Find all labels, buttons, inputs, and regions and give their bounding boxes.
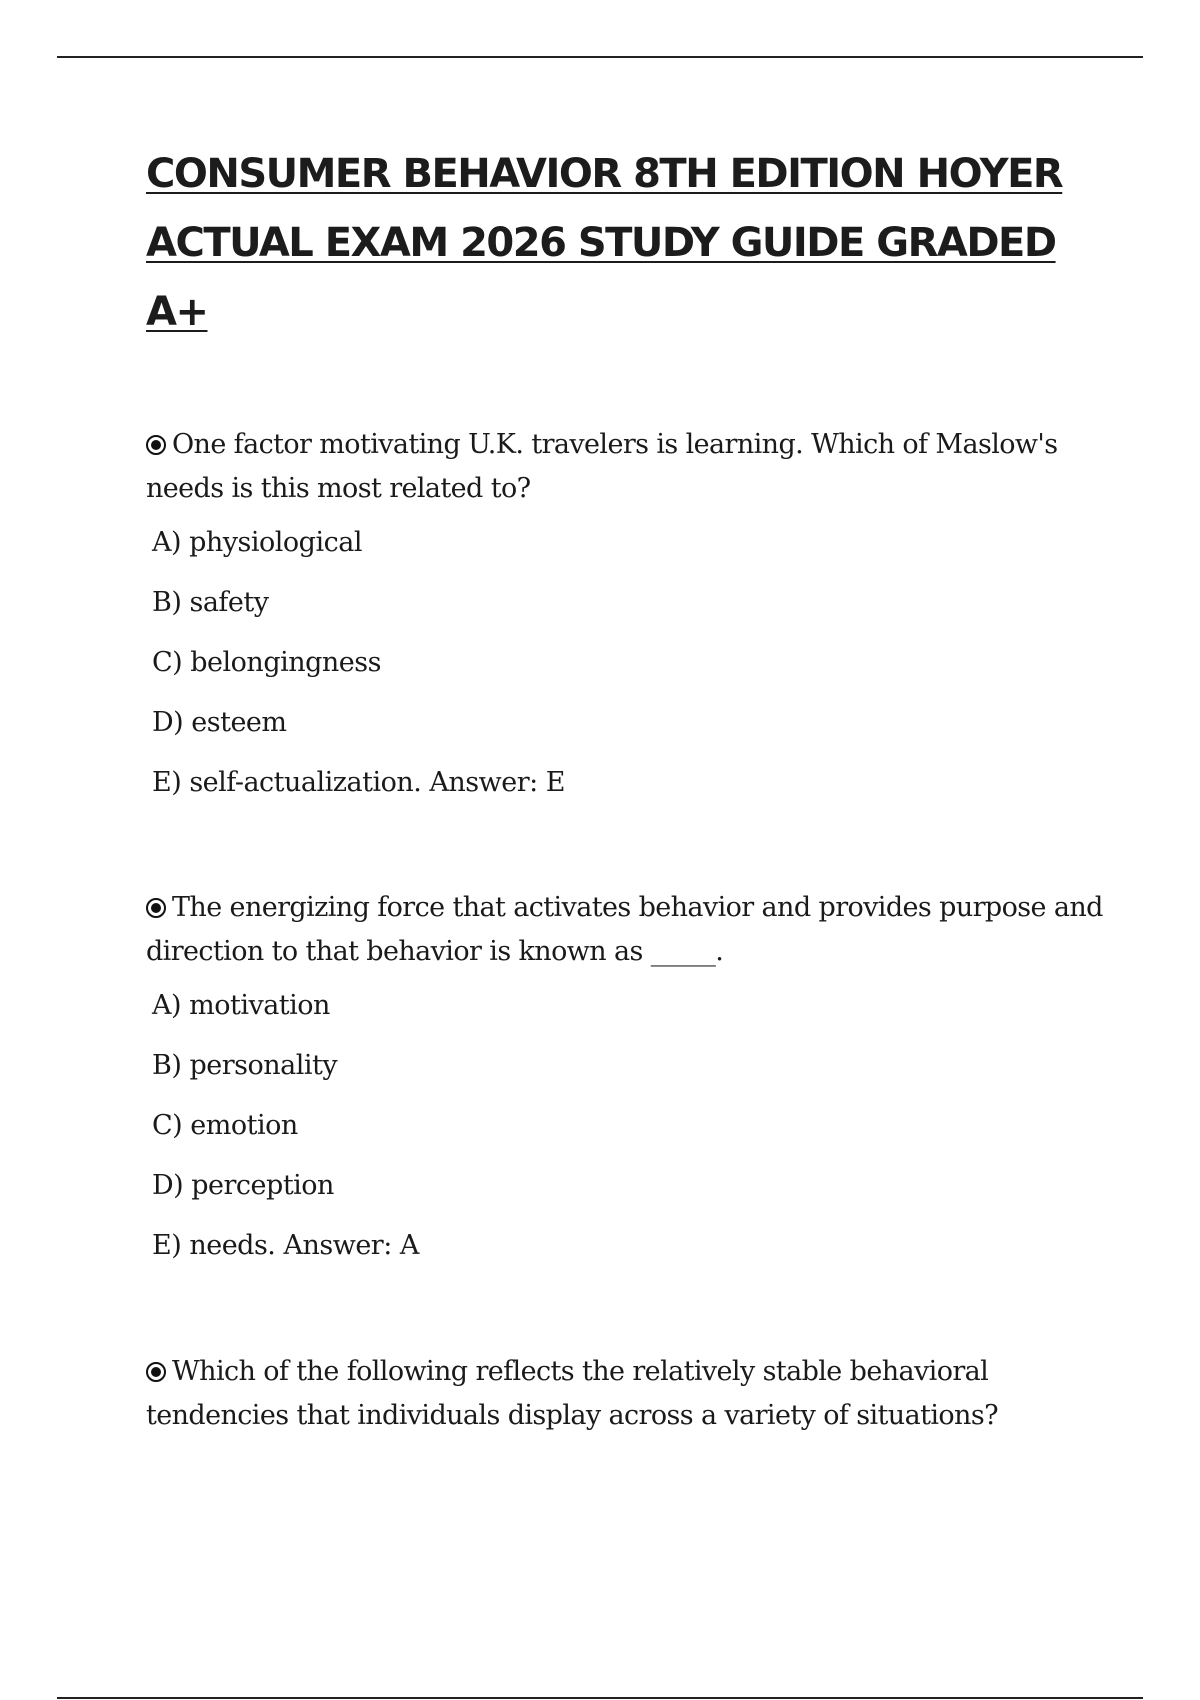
answer-options [152, 990, 1106, 1261]
radio-bullet-icon [146, 1362, 166, 1382]
option-c: C) emotion [152, 1110, 298, 1141]
top-rule [57, 56, 1143, 58]
question-stem: The energizing force that activates behavior and provides purpose and direction to that behavior is known as _____. [146, 892, 1103, 967]
question-stem-row [146, 423, 1106, 511]
bottom-rule [57, 1697, 1143, 1699]
option-b: B) personality [152, 1050, 338, 1081]
radio-bullet-icon [146, 435, 166, 455]
answer-options [152, 527, 1106, 798]
question-3 [146, 1350, 1106, 1438]
question-stem-row [146, 1350, 1106, 1438]
option-e: E) needs. Answer: A [152, 1230, 419, 1261]
question-2 [146, 886, 1106, 1290]
title-line-2: ACTUAL EXAM 2026 STUDY GUIDE GRADED [146, 220, 1056, 266]
document-title [146, 140, 1086, 347]
title-line-1: CONSUMER BEHAVIOR 8TH EDITION HOYER [146, 151, 1063, 197]
question-stem: One factor motivating U.K. travelers is learning. Which of Maslow's needs is this most related to? [146, 429, 1058, 504]
option-d: D) perception [152, 1170, 334, 1201]
title-line-3: A+ [146, 289, 208, 335]
radio-bullet-icon [146, 898, 166, 918]
option-b: B) safety [152, 587, 269, 618]
question-stem: Which of the following reflects the relatively stable behavioral tendencies that individuals display across a variety of situations? [146, 1356, 998, 1431]
option-a: A) physiological [152, 527, 362, 558]
option-d: D) esteem [152, 707, 287, 738]
option-c: C) belongingness [152, 647, 381, 678]
question-1 [146, 423, 1106, 827]
option-a: A) motivation [152, 990, 330, 1021]
question-stem-row [146, 886, 1106, 974]
option-e: E) self-actualization. Answer: E [152, 767, 566, 798]
